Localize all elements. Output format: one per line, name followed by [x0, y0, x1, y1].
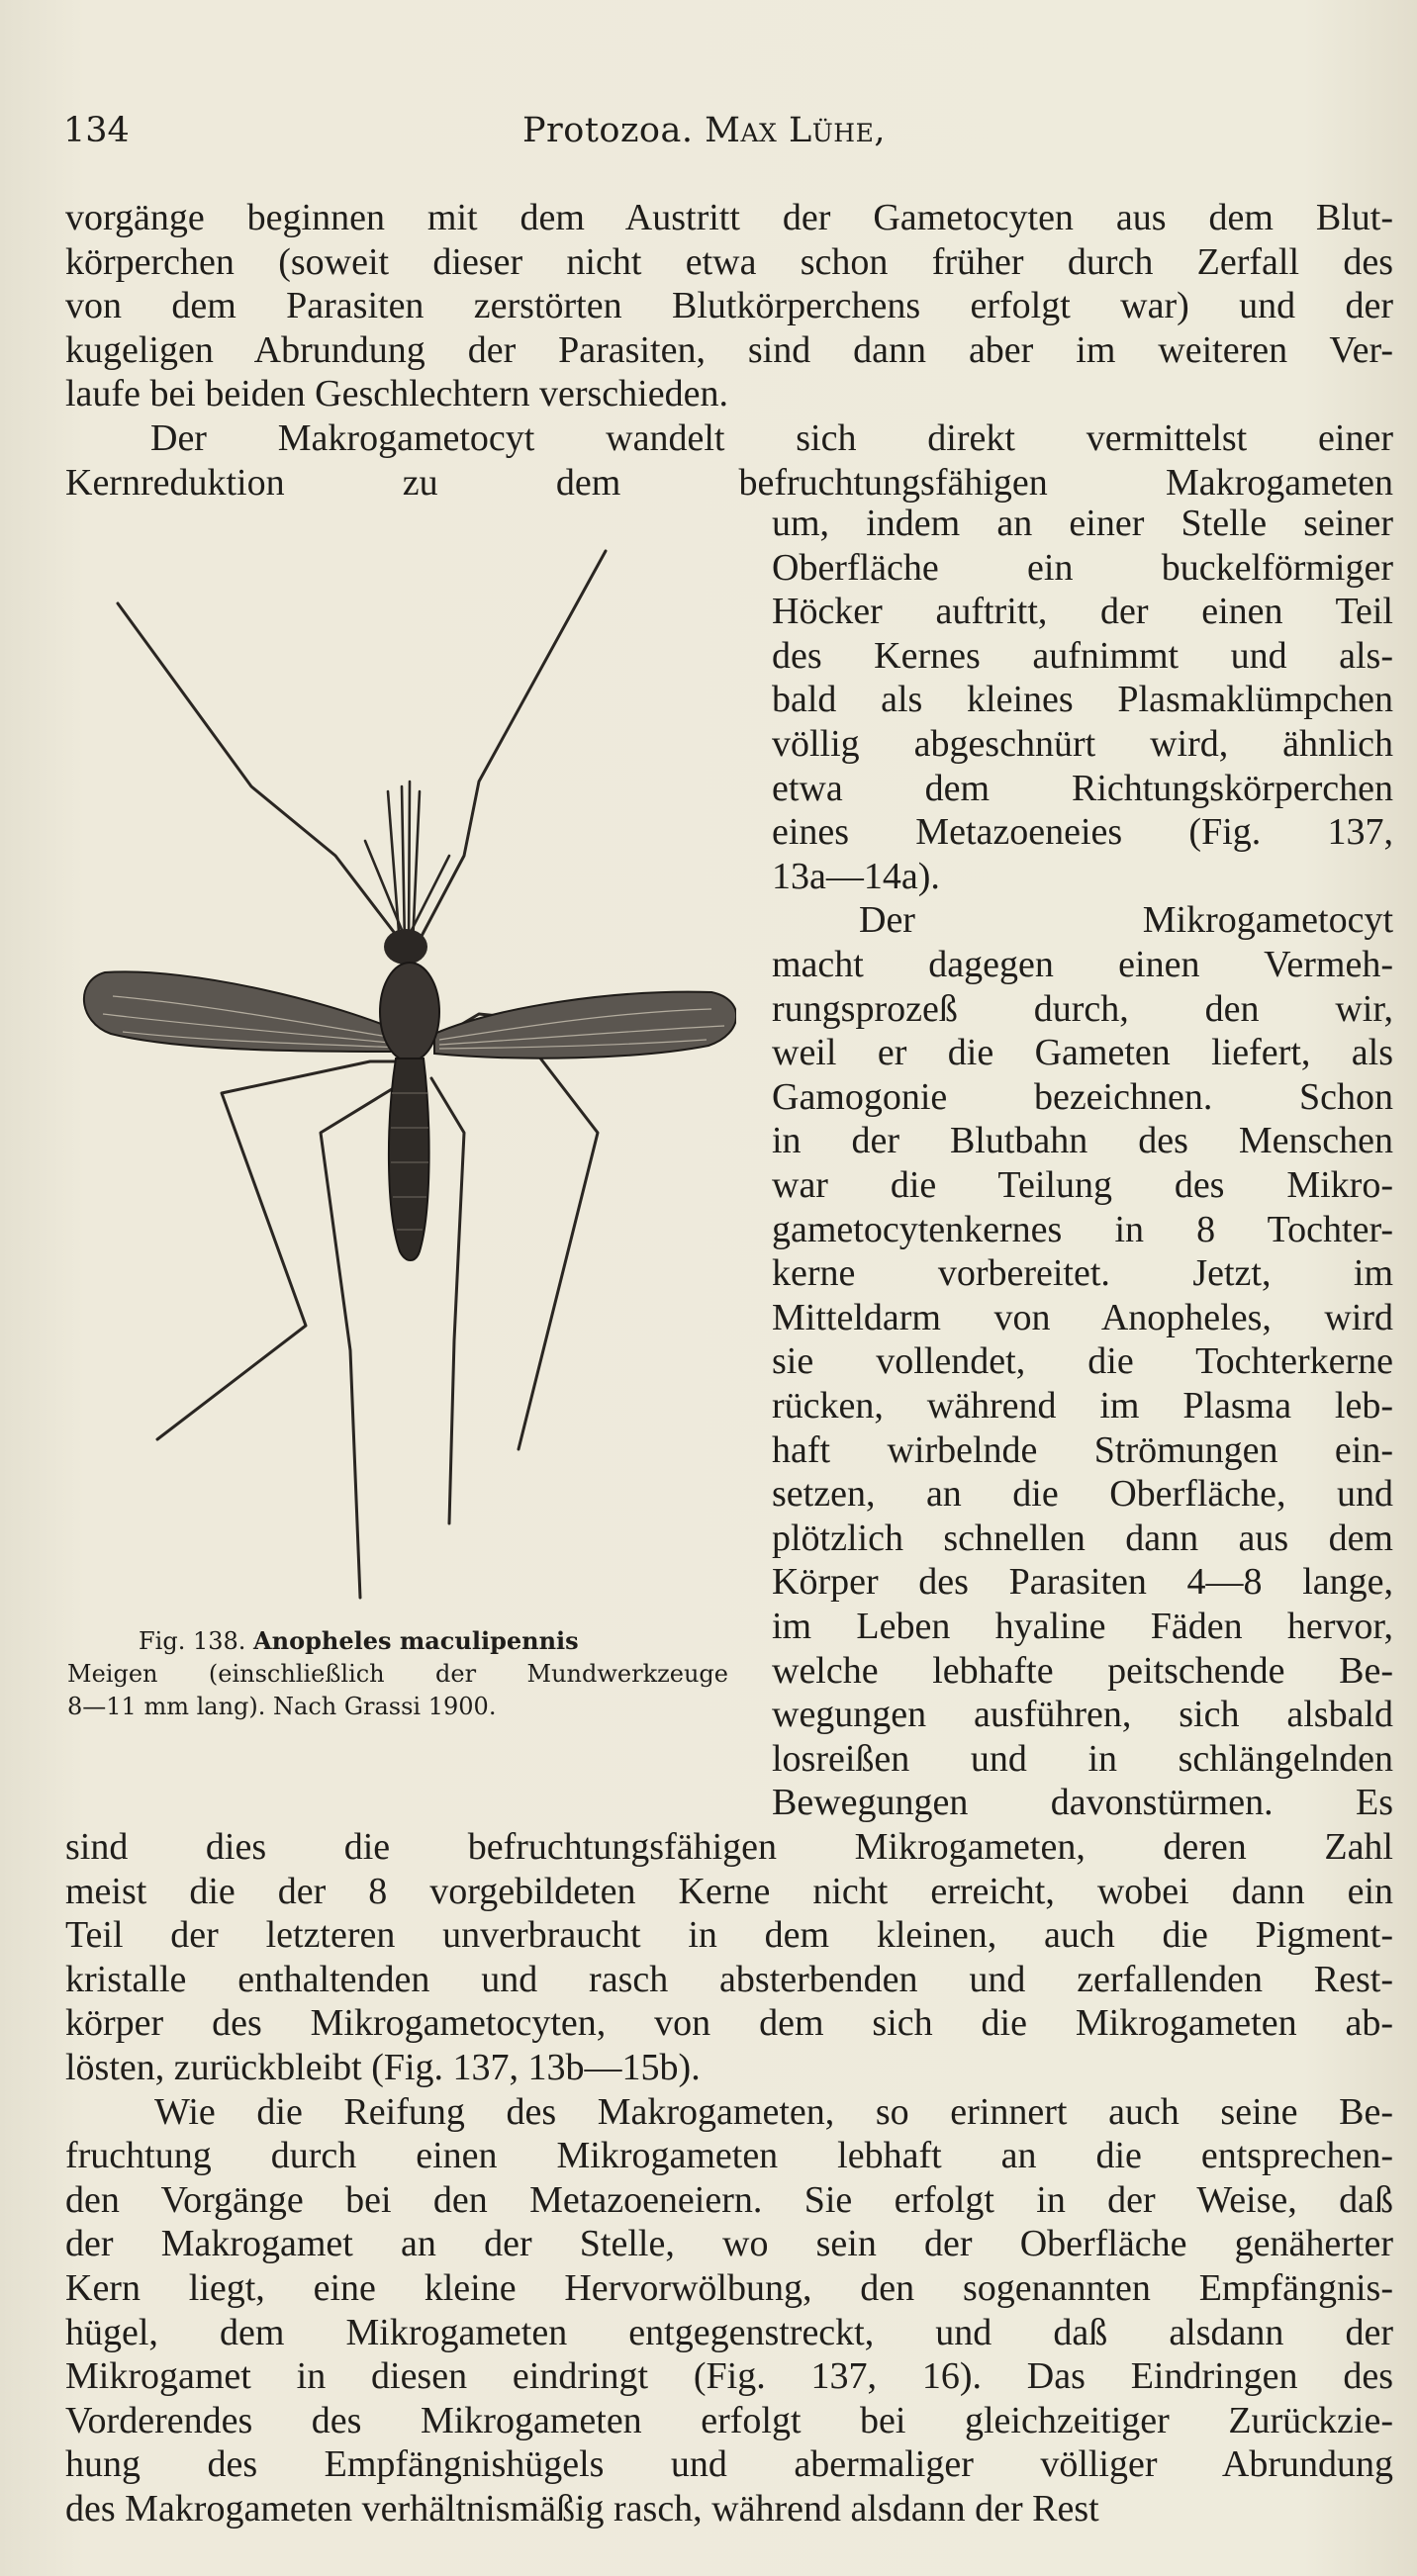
text-line: Bewegungen davonstürmen. Es	[772, 1782, 1393, 1823]
text-line: körper des Mikrogametocyten, von dem sich die Mikrogameten ab-	[65, 2002, 1393, 2044]
text-line: Körper des Parasiten 4—8 lange,	[772, 1561, 1393, 1603]
text-line: rungsprozeß durch, den wir,	[772, 988, 1393, 1030]
figure-anopheles-mosquito	[63, 539, 736, 1608]
text-line: sie vollendet, die Tochterkerne	[772, 1340, 1393, 1382]
text-line: sind dies die befruchtungsfähigen Mikrogameten, deren Zahl	[65, 1826, 1393, 1868]
text-line: laufe bei beiden Geschlechtern verschieden.	[65, 373, 728, 414]
text-line: Mitteldarm von Anopheles, wird	[772, 1297, 1393, 1338]
text-line: Höcker auftritt, der einen Teil	[772, 591, 1393, 632]
text-line: Teil der letzteren unverbraucht in dem kleinen, auch die Pigment-	[65, 1914, 1393, 1956]
text-line: war die Teilung des Mikro-	[772, 1164, 1393, 1206]
text-line: kerne vorbereitet. Jetzt, im	[772, 1252, 1393, 1294]
text-line: körperchen (soweit dieser nicht etwa schon früher durch Zerfall des	[65, 241, 1393, 283]
running-header	[522, 111, 886, 150]
text-line: Kern liegt, eine kleine Hervorwölbung, den sogenannten Empfängnis-	[65, 2267, 1393, 2309]
figure-caption-line-3: 8—11 mm lang). Nach Grassi 1900.	[67, 1693, 497, 1720]
text-line: Mikrogamet in diesen eindringt (Fig. 137, 16). Das Eindringen des	[65, 2355, 1393, 2397]
text-line: hung des Empfängnishügels und abermaliger völliger Abrundung	[65, 2443, 1393, 2485]
text-line: etwa dem Richtungskörperchen	[772, 768, 1393, 809]
text-line: vorgänge beginnen mit dem Austritt der Gametocyten aus dem Blut-	[65, 197, 1393, 238]
text-line: gametocytenkernes in 8 Tochter-	[772, 1209, 1393, 1250]
text-line: fruchtung durch einen Mikrogameten lebhaft an die entsprechen-	[65, 2135, 1393, 2176]
text-line: wegungen ausführen, sich alsbald	[772, 1694, 1393, 1735]
text-line: setzen, an die Oberfläche, und	[772, 1473, 1393, 1515]
running-header-section: Protozoa.	[522, 111, 694, 150]
mosquito-leg-mid-left	[157, 1061, 405, 1439]
text-line: Oberfläche ein buckelförmiger	[772, 547, 1393, 589]
text-line: von dem Parasiten zerstörten Blutkörperchens erfolgt war) und der	[65, 285, 1393, 326]
text-line: weil er die Gameten liefert, als	[772, 1032, 1393, 1073]
text-line: losreißen und in schlängelnden	[772, 1738, 1393, 1780]
text-line: Gamogonie bezeichnen. Schon	[772, 1076, 1393, 1118]
text-line: meist die der 8 vorgebildeten Kerne nicht erreicht, wobei dann ein	[65, 1871, 1393, 1912]
mosquito-thorax	[380, 963, 439, 1061]
mosquito-leg-hind-right	[431, 1078, 464, 1523]
text-line: den Vorgänge bei den Metazoeneiern. Sie erfolgt in der Weise, daß	[65, 2179, 1393, 2221]
mosquito-illustration	[63, 539, 736, 1608]
figure-caption-species: Anopheles maculipennis	[253, 1626, 579, 1655]
mosquito-leg-mid-right	[437, 1014, 598, 1449]
text-line: Kernreduktion zu dem befruchtungsfähigen Makrogameten	[65, 462, 1393, 504]
page-number: 134	[63, 111, 130, 150]
text-line: Der Mikrogametocyt	[859, 899, 1393, 941]
text-line: des Kernes aufnimmt und als-	[772, 635, 1393, 677]
text-line: völlig abgeschnürt wird, ähnlich	[772, 723, 1393, 765]
text-line: rücken, während im Plasma leb-	[772, 1385, 1393, 1426]
text-line: macht dagegen einen Vermeh-	[772, 944, 1393, 985]
mosquito-leg-front-right	[420, 551, 606, 940]
text-line: in der Blutbahn des Menschen	[772, 1120, 1393, 1161]
text-line: welche lebhafte peitschende Be-	[772, 1650, 1393, 1692]
text-line: hügel, dem Mikrogameten entgegenstreckt, und daß alsdann der	[65, 2312, 1393, 2353]
text-line: eines Metazoeneies (Fig. 137,	[772, 811, 1393, 853]
text-line: Der Makrogametocyt wandelt sich direkt vermittelst einer	[150, 417, 1393, 459]
text-line: haft wirbelnde Strömungen ein-	[772, 1429, 1393, 1471]
text-line: bald als kleines Plasmaklümpchen	[772, 679, 1393, 720]
text-line: Wie die Reifung des Makrogameten, so erinnert auch seine Be-	[154, 2091, 1393, 2133]
running-header-author: Max Lühe,	[705, 111, 886, 150]
text-line: Vorderendes des Mikrogameten erfolgt bei gleichzeitiger Zurückzie-	[65, 2400, 1393, 2441]
text-line: plötzlich schnellen dann aus dem	[772, 1518, 1393, 1559]
text-line: kugeligen Abrundung der Parasiten, sind dann aber im weiteren Ver-	[65, 329, 1393, 371]
text-line: der Makrogamet an der Stelle, wo sein der Oberfläche genäherter	[65, 2223, 1393, 2264]
figure-caption-line-1	[139, 1625, 579, 1657]
text-line: lösten, zurückbleibt (Fig. 137, 13b—15b).	[65, 2047, 701, 2088]
text-line: kristalle enthaltenden und rasch absterbenden und zerfallenden Rest-	[65, 1959, 1393, 2000]
text-line: 13a—14a).	[772, 856, 940, 897]
mosquito-head	[384, 929, 427, 965]
mosquito-leg-front-left	[118, 603, 400, 940]
figure-caption-label: Fig. 138.	[139, 1627, 246, 1655]
text-line: des Makrogameten verhältnismäßig rasch, während alsdann der Rest	[65, 2488, 1099, 2530]
figure-caption-line-2: Meigen (einschließlich der Mundwerkzeuge	[67, 1660, 728, 1688]
text-line: im Leben hyaline Fäden hervor,	[772, 1606, 1393, 1647]
text-line: um, indem an einer Stelle seiner	[772, 503, 1393, 544]
